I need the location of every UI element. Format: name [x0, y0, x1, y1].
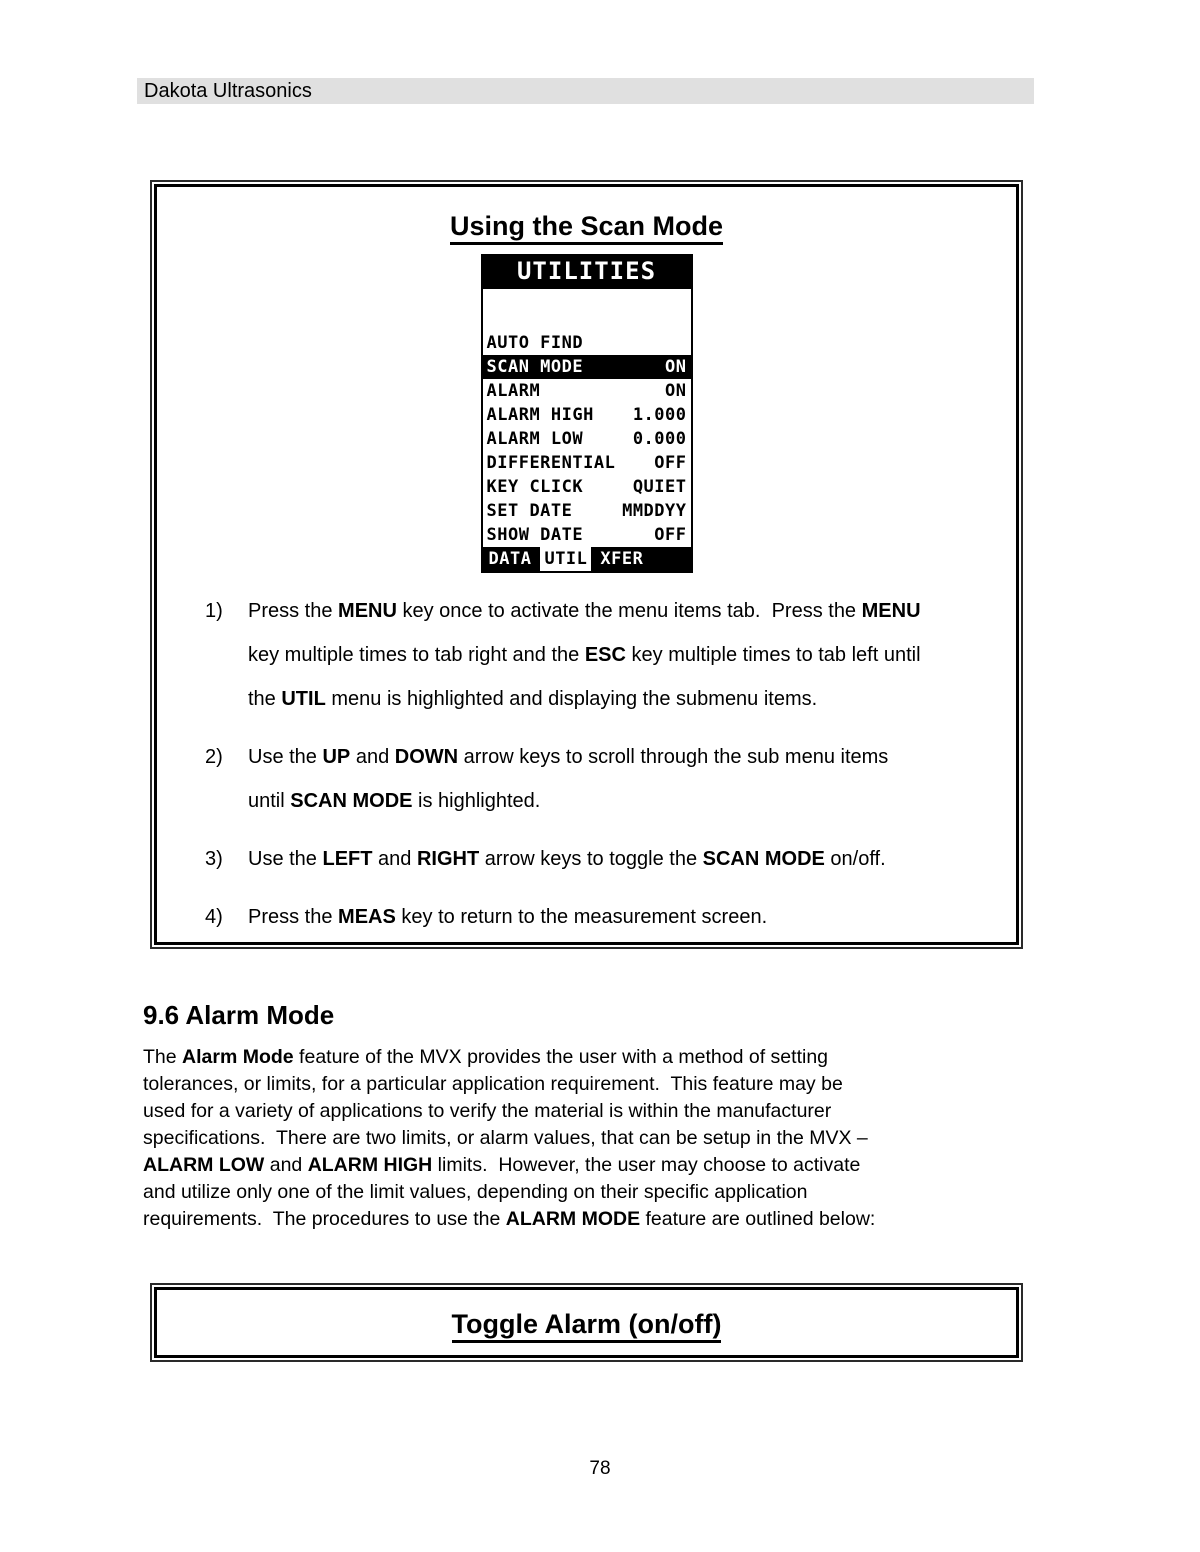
- scan-mode-instruction-box: [150, 180, 1023, 949]
- bold-text: UP: [322, 746, 351, 768]
- alarm-mode-paragraph: [143, 1044, 1043, 1233]
- text: specifications. There are two limits, or alarm values, that can be setup in the MVX –: [143, 1127, 868, 1149]
- step-item: [205, 895, 1002, 939]
- menu-item-label: AUTO FIND: [486, 333, 584, 353]
- text: Press the: [248, 906, 339, 928]
- text: and: [350, 746, 395, 768]
- text: arrow keys to toggle the: [479, 848, 703, 870]
- text: feature are outlined below:: [640, 1208, 876, 1230]
- bold-text: ALARM MODE: [505, 1208, 641, 1230]
- step-number: 4): [205, 906, 223, 928]
- bold-text: UTIL: [281, 688, 326, 710]
- menu-item-value: OFF: [654, 525, 687, 545]
- alarm-mode-heading: 9.6 Alarm Mode: [143, 1000, 335, 1030]
- step-item: [205, 837, 1002, 881]
- device-screen-body: [481, 289, 693, 573]
- text: is highlighted.: [412, 790, 541, 812]
- tab-util: UTIL: [540, 547, 591, 571]
- text: the: [248, 688, 282, 710]
- menu-item-label: SHOW DATE: [486, 525, 584, 545]
- menu-item-value: 0.000: [632, 429, 687, 449]
- bold-text: MENU: [861, 600, 921, 622]
- step-number: 3): [205, 848, 223, 870]
- text: Press the: [248, 600, 339, 622]
- menu-item-alarm: [483, 379, 691, 403]
- text: The: [143, 1046, 183, 1068]
- menu-item-label: ALARM LOW: [486, 429, 584, 449]
- text: limits. However, the user may choose to activate: [432, 1154, 861, 1176]
- menu-item-value: QUIET: [632, 477, 687, 497]
- page-header-bar: [137, 78, 1034, 104]
- menu-item-key-click: [483, 475, 691, 499]
- step-item: [205, 589, 1002, 721]
- text: on/off.: [824, 848, 886, 870]
- toggle-alarm-box: [150, 1283, 1023, 1362]
- device-screen-spacer: [483, 289, 691, 331]
- step-text: [248, 895, 767, 939]
- menu-item-value: 1.000: [632, 405, 687, 425]
- bold-text: MENU: [338, 600, 397, 622]
- device-tab-bar: [483, 547, 691, 571]
- menu-item-auto-find: [483, 331, 691, 355]
- text: until: [248, 790, 291, 812]
- step-text: [248, 837, 886, 881]
- text: requirements. The procedures to use the: [143, 1208, 506, 1230]
- step-text: [248, 589, 921, 721]
- text: used for a variety of applications to verify the material is within the manufacturer: [143, 1100, 832, 1122]
- text: and: [264, 1154, 308, 1176]
- bold-text: SCAN MODE: [290, 790, 413, 812]
- menu-item-value: ON: [665, 381, 687, 401]
- tab-data: DATA: [488, 549, 532, 569]
- text: key multiple times to tab left until: [625, 644, 921, 666]
- menu-item-alarm-low: [483, 427, 691, 451]
- menu-item-value: MMDDYY: [622, 501, 687, 521]
- text: arrow keys to scroll through the sub menu items: [458, 746, 889, 768]
- text: key to return to the measurement screen.: [395, 906, 768, 928]
- device-screen: [481, 254, 693, 573]
- device-screen-title: UTILITIES: [481, 254, 693, 289]
- menu-item-set-date: [483, 499, 691, 523]
- page-number: 78: [589, 1458, 611, 1479]
- step-number: 1): [205, 600, 223, 622]
- menu-item-label: ALARM HIGH: [486, 405, 594, 425]
- menu-item-differential: [483, 451, 691, 475]
- menu-item-show-date: [483, 523, 691, 547]
- toggle-alarm-box-inner: [154, 1287, 1019, 1358]
- scan-mode-box-title: Using the Scan Mode: [157, 211, 1016, 242]
- menu-item-scan-mode: [483, 355, 691, 379]
- bold-text: Alarm Mode: [182, 1046, 294, 1068]
- bold-text: SCAN MODE: [702, 848, 825, 870]
- scan-mode-instruction-box-inner: [154, 184, 1019, 945]
- menu-item-label: KEY CLICK: [486, 477, 584, 497]
- menu-item-label: SET DATE: [486, 501, 573, 521]
- text: Use the: [248, 848, 323, 870]
- text: key once to activate the menu items tab. Press the: [396, 600, 862, 622]
- page-header-title: Dakota Ultrasonics: [144, 80, 312, 102]
- bold-text: MEAS: [338, 906, 396, 928]
- menu-item-label: ALARM: [486, 381, 541, 401]
- toggle-alarm-title: Toggle Alarm (on/off): [157, 1309, 1016, 1340]
- step-item: [205, 735, 1002, 823]
- bold-text: ALARM LOW: [143, 1154, 265, 1176]
- menu-item-value: OFF: [654, 453, 687, 473]
- bold-text: LEFT: [322, 848, 373, 870]
- bold-text: ESC: [584, 644, 626, 666]
- step-number: 2): [205, 746, 223, 768]
- text: tolerances, or limits, for a particular application requirement. This feature may be: [143, 1073, 843, 1095]
- steps-list: [205, 589, 1002, 939]
- text: key multiple times to tab right and the: [248, 644, 585, 666]
- text: feature of the MVX provides the user with a method of setting: [293, 1046, 829, 1068]
- menu-item-alarm-high: [483, 403, 691, 427]
- menu-item-label: DIFFERENTIAL: [486, 453, 616, 473]
- menu-item-label: SCAN MODE: [486, 357, 584, 377]
- device-menu: [483, 331, 691, 547]
- text: menu is highlighted and displaying the submenu items.: [325, 688, 818, 710]
- text: Use the: [248, 746, 323, 768]
- bold-text: DOWN: [394, 746, 459, 768]
- tab-xfer: XFER: [600, 549, 644, 569]
- text: and utilize only one of the limit values, depending on their specific application: [143, 1181, 808, 1203]
- step-text: [248, 735, 888, 823]
- menu-item-value: ON: [665, 357, 687, 377]
- bold-text: RIGHT: [416, 848, 480, 870]
- text: and: [372, 848, 417, 870]
- bold-text: ALARM HIGH: [307, 1154, 433, 1176]
